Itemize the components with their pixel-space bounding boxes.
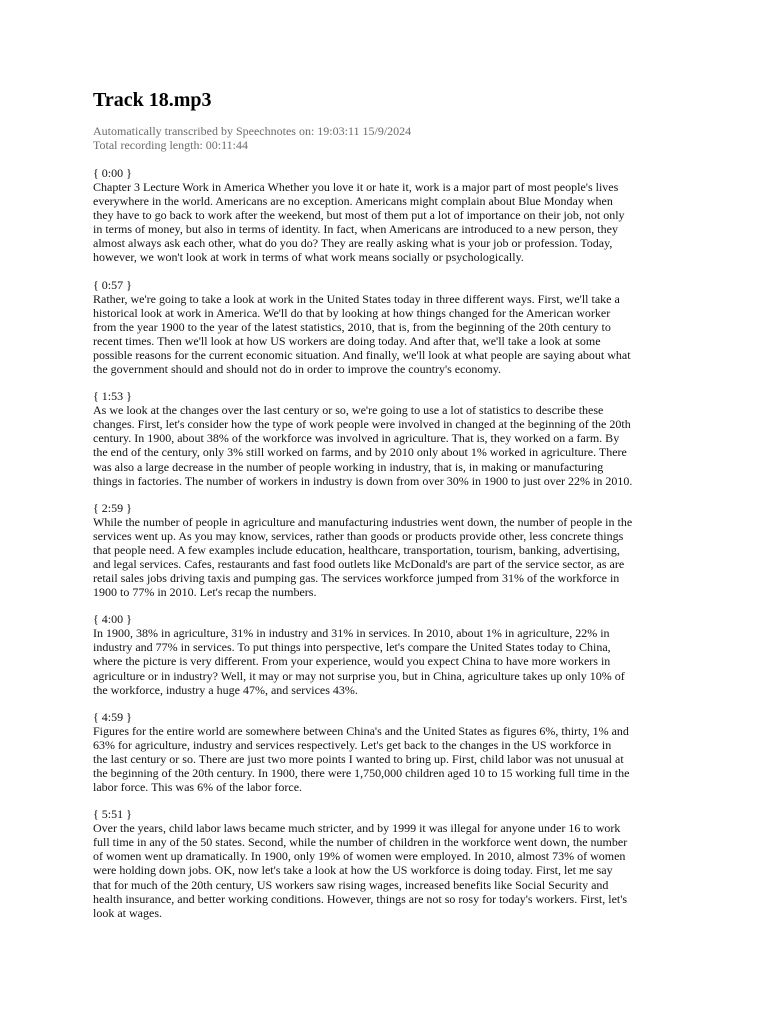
- segment-timestamp: { 4:00 }: [93, 612, 132, 627]
- transcript-meta: [93, 124, 675, 152]
- segment-text: Chapter 3 Lecture Work in America Whether you love it or hate it, work is a major part of most people's lives everywhere in the world. Americans are no exception. Americans might complain about Blue Monday when they have to go back to work after the weekend, but most of them put a lot of importance on their job, not only in terms of money, but also in terms of identity. In fact, when Americans are introduced to a new person, they almost always ask each other, what do you do? They are really asking what is your job or profession. Today, however, we won't look at work in terms of what work means socially or psychologically.: [93, 180, 625, 265]
- recording-length-line: Total recording length: 00:11:44: [93, 138, 249, 152]
- segment-text: Figures for the entire world are somewhere between China's and the United States as figures 6%, thirty, 1% and 63% for agriculture, industry and services respectively. Let's get back to the changes in the US workforce in the last century or so. There are just two more points I wanted to bring up. First, child labor was not unusual at the beginning of the 20th century. In 1900, there were 1,750,000 children aged 10 to 15 working full time in the labor force. This was 6% of the labor force.: [93, 723, 630, 795]
- transcript-segments: [93, 166, 675, 920]
- segment-timestamp: { 1:53 }: [93, 389, 132, 404]
- page-title: Track 18.mp3: [93, 89, 212, 111]
- transcript-segment: [93, 807, 675, 920]
- segment-text: Rather, we're going to take a look at work in the United States today in three different ways. First, we'll take a historical look at work in America. We'll do that by looking at how things changed for the American worker from the year 1900 to the year of the latest statistics, 2010, that is, from the beginning of the 20th century to recent times. Then we'll look at how US workers are doing today. And after that, we'll take a look at some possible reasons for the current economic situation. And finally, we'll look at what people are saying about what the government should and should not do in order to improve the country's economy.: [93, 291, 631, 377]
- segment-timestamp: { 4:59 }: [93, 709, 132, 724]
- segment-timestamp: { 0:57 }: [93, 277, 132, 292]
- segment-text: While the number of people in agriculture and manufacturing industries went down, the number of people in the services went up. As you may know, services, rather than goods or products provide other, less concrete things that people need. A few examples include education, healthcare, transportation, tourism, banking, advertising, and legal services. Cafes, restaurants and fast food outlets like McDonald's are part of the service sector, as are retail sales jobs driving taxis and pumping gas. The services workforce jumped from 31% of the workforce in 1900 to 77% in 2010. Let's recap the numbers.: [93, 514, 633, 600]
- transcript-segment: [93, 710, 675, 794]
- transcript-page: [93, 88, 675, 933]
- transcribed-by-line: Automatically transcribed by Speechnotes on: 19:03:11 15/9/2024: [93, 124, 412, 138]
- transcript-segment: [93, 166, 675, 265]
- transcript-segment: [93, 278, 675, 377]
- segment-timestamp: { 0:00 }: [93, 166, 132, 180]
- segment-timestamp: { 5:51 }: [93, 807, 132, 822]
- transcript-segment: [93, 612, 675, 696]
- transcript-segment: [93, 389, 675, 488]
- segment-text: In 1900, 38% in agriculture, 31% in industry and 31% in services. In 2010, about 1% in agriculture, 22% in industry and 77% in services. To put things into perspective, let's compare the United States today to China, where the picture is very different. From your experience, would you expect China to have more workers in agriculture or in industry? Well, it may or may not surprise you, but in China, agriculture takes up only 10% of the workforce, industry a huge 47%, and services 43%.: [93, 626, 625, 697]
- segment-timestamp: { 2:59 }: [93, 500, 132, 515]
- transcript-segment: [93, 501, 675, 600]
- segment-text: Over the years, child labor laws became much stricter, and by 1999 it was illegal for anyone under 16 to work full time in any of the 50 states. Second, while the number of children in the workforce went down, the number of women went up dramatically. In 1900, only 19% of women were employed. In 2010, almost 73% of women were holding down jobs. OK, now let's take a look at how the US workforce is doing today. First, let me say that for much of the 20th century, US workers saw rising wages, increased benefits like Social Security and health insurance, and better working conditions. However, things are not so rosy for today's workers. First, let's look at wages.: [93, 821, 628, 920]
- segment-text: As we look at the changes over the last century or so, we're going to use a lot of statistics to describe these changes. First, let's consider how the type of work people were involved in changed at the beginning of the 20th century. In 1900, about 38% of the workforce was involved in agriculture. That is, they worked on a farm. By the end of the century, only 3% still worked on farms, and by 2010 only about 1% worked in agriculture. There was also a large decrease in the number of people working in industry, that is, in making or manufacturing things in factories. The number of workers in industry is down from over 30% in 1900 to just over 22% in 2010.: [93, 403, 633, 488]
